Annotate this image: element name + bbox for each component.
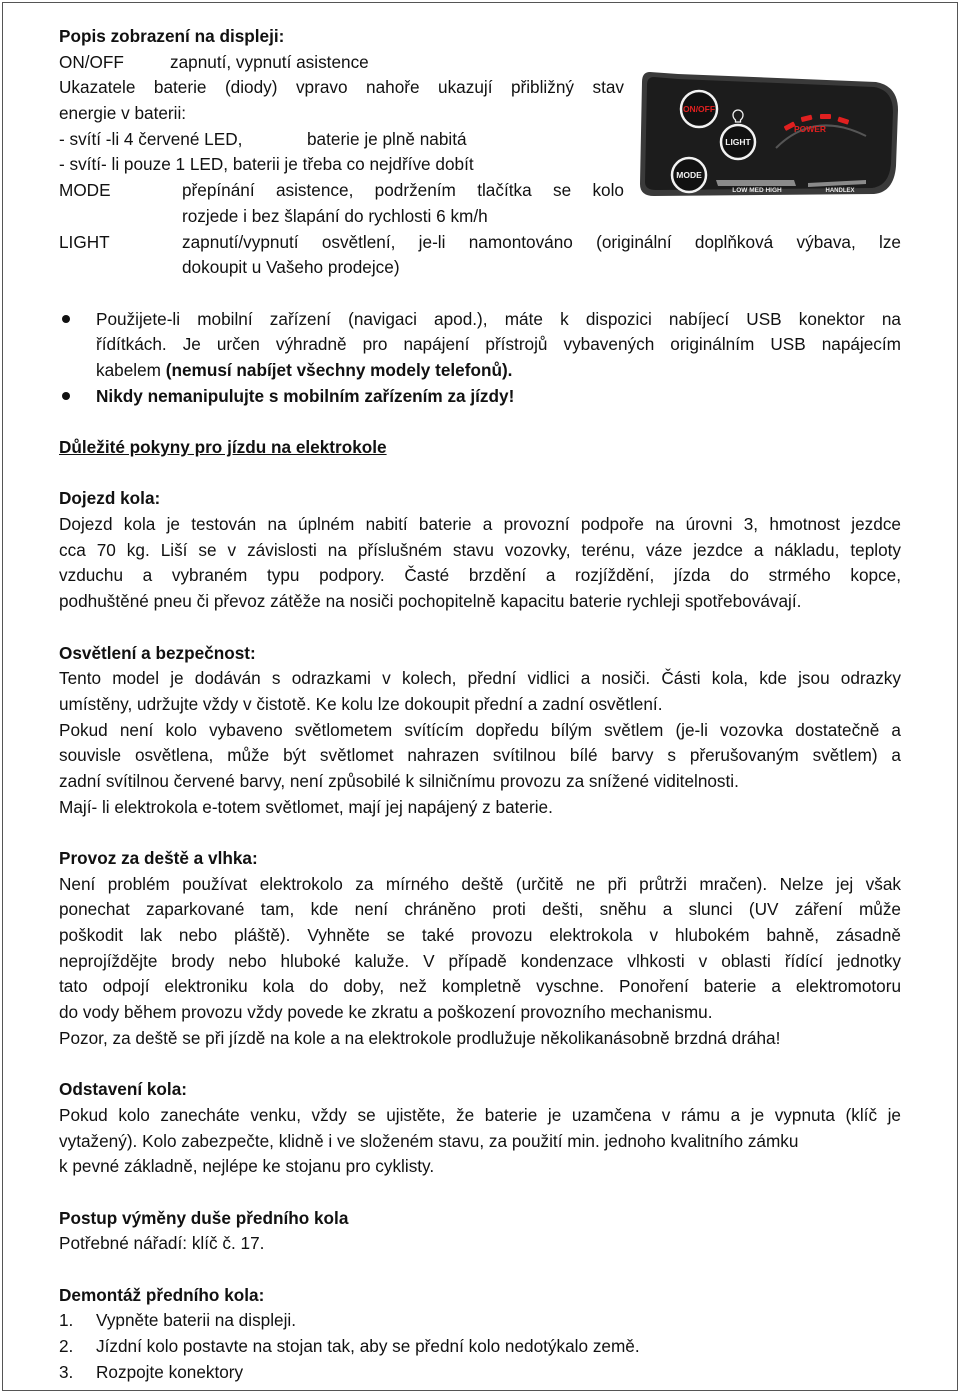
range-heading: Dojezd kola: xyxy=(59,488,161,509)
mode-row xyxy=(59,178,901,204)
light-value-line-1: zapnutí/vypnutí osvětlení, je-li namontováno (originální doplňková výbava, lze xyxy=(182,231,901,252)
dismount-step xyxy=(59,1360,901,1386)
spacer xyxy=(59,281,901,307)
rain-line-7: Pozor, za deště se při jízdě na kole a na elektrokole prodlužuje několikanásobně brzdná dráha! xyxy=(59,1027,781,1048)
tube-heading: Postup výměny duše předního kola xyxy=(59,1207,349,1228)
usb-line-1: Použijete-li mobilní zařízení (navigaci apod.), máte k dispozici nabíjecí USB konektor na xyxy=(96,308,901,329)
dismount-heading: Demontáž předního kola: xyxy=(59,1284,265,1305)
step-number: 2. xyxy=(59,1336,74,1357)
lighting-line-6: Mají- li elektrokola e-totem světlomet, mají jej napájený z baterie. xyxy=(59,796,553,817)
light-button-label: LIGHT xyxy=(725,137,751,147)
led4-meaning: baterie je plně nabitá xyxy=(307,128,467,149)
spacer xyxy=(59,409,901,435)
light-key: LIGHT xyxy=(59,231,110,252)
lighting-line-1: Tento model je dodáván s odrazkami v kolech, přední vidlici a nosiči. Části kola, kde jsou odrazky xyxy=(59,668,901,689)
rain-line-2: ponechat zaparkované tam, kde není chráněno proti dešti, sněhu a slunci (UV záření může xyxy=(59,899,901,920)
led4-condition: - svítí -li 4 červené LED, xyxy=(59,128,243,149)
lighting-line-3: Pokud není kolo vybaveno světlometem svítícím dopředu bílým světlem (je-li vozovka dostatečně a xyxy=(59,719,901,740)
mode-value-line-1: přepínání asistence, podržením tlačítka se kolo xyxy=(182,180,624,201)
step-text: Rozpojte konektory xyxy=(96,1361,244,1382)
lighting-line-5: zadní svítilnou červené barvy, není způsobilé k silničnímu provozu za snížené viditelnosti. xyxy=(59,770,739,791)
power-label: POWER xyxy=(793,124,827,134)
spacer xyxy=(59,461,901,487)
onoff-key: ON/OFF xyxy=(59,51,124,72)
dismount-step xyxy=(59,1308,901,1334)
usb-line-2: řídítkách. Je určen výhradně pro napájení přístrojů vybavených originálním USB napájecím xyxy=(96,334,901,355)
mode-value-line-2: rozjede i bez šlapání do rychlosti 6 km/h xyxy=(182,205,488,226)
range-line-1: Dojezd kola je testován na úplném nabití baterie a provozní podpoře na úrovni 3, hmotnost jezdce xyxy=(59,514,901,535)
step-text: Vypněte baterii na displeji. xyxy=(96,1310,297,1331)
important-heading: Důležité pokyny pro jízdu na elektrokole xyxy=(59,437,387,457)
range-line-2: cca 70 kg. Liší se v závislosti na příslušném stavu vozovky, terénu, váze jezdce a nákladu, teploty xyxy=(59,539,901,560)
spacer xyxy=(59,1257,901,1283)
spacer xyxy=(59,1052,901,1078)
lighting-line-2: umístěny, udržujte vždy v čistotě. Ke kolu lze dokoupit přední a zadní osvětlení. xyxy=(59,693,663,714)
range-line-3: vzduchu a vybraném typu podpory. Časté brzdění a rozjíždění, jízda do strmého kopce, xyxy=(59,565,901,586)
bullet-warning xyxy=(59,384,901,410)
parking-line-2: vytažený). Kolo zabezpečte, klidně i ve složeném stavu, za použití min. jednoho kvalitního zámku xyxy=(59,1130,799,1151)
assist-level-labels: LOW MED HIGH xyxy=(732,187,782,194)
spacer xyxy=(59,615,901,641)
mode-key: MODE xyxy=(59,180,111,201)
onoff-row xyxy=(59,50,901,76)
usb-line-3-plain: kabelem xyxy=(96,359,166,380)
rain-line-4: neprojíždějte brody nebo hluboké kaluže. V případě kondenzace vlhkosti v oblasti řídící jednotky xyxy=(59,950,901,971)
mode-button-label: MODE xyxy=(676,170,702,180)
onoff-button-label: ON/OFF xyxy=(682,104,716,114)
light-row xyxy=(59,230,901,256)
rain-line-6: do vody během provozu vždy povede ke zkratu a poškození provozního mechanismu. xyxy=(59,1002,713,1023)
step-number: 3. xyxy=(59,1361,74,1382)
rain-line-1: Není problém používat elektrokolo za mírného deště (určitě ne při průtrži mračen). Nelze jej však xyxy=(59,873,901,894)
battery-text-line-2: energie v baterii: xyxy=(59,103,187,124)
bullet-icon xyxy=(62,315,70,323)
led4-row xyxy=(59,127,901,153)
step-number: 1. xyxy=(59,1310,74,1331)
document-body xyxy=(59,24,901,1385)
range-line-4: podhuštěné pneu či převoz zátěže na nosiči pochopitelně kapacitu baterie rychleji spotřebovávají. xyxy=(59,591,802,612)
bullet-icon xyxy=(62,392,70,400)
onoff-value: zapnutí, vypnutí asistence xyxy=(170,51,369,72)
led1-row: - svítí- li pouze 1 LED, baterii je třeba co nejdříve dobít xyxy=(59,154,474,175)
lighting-line-4: souvisle osvětlena, může být světlomet nahrazen svítilnou bílé barvy s přerušovaným světlem) a xyxy=(59,745,901,766)
parking-line-1: Pokud kolo zanecháte venku, vždy se ujistěte, že baterie je uzamčena v rámu a je vypnuta (klíč je xyxy=(59,1104,901,1125)
spacer xyxy=(59,1180,901,1206)
tube-tools: Potřebné nářadí: klíč č. 17. xyxy=(59,1233,265,1254)
handlebar-label: HANDLEX xyxy=(825,188,855,194)
parking-heading: Odstavení kola: xyxy=(59,1079,187,1100)
spacer xyxy=(59,820,901,846)
usb-line-3 xyxy=(96,358,901,384)
rain-line-5: tato odpojí elektroniku kola do doby, než kompletně vyschne. Ponoření baterie a elektromotoru xyxy=(59,976,901,997)
warning-text: Nikdy nemanipulujte s mobilním zařízením za jízdy! xyxy=(96,385,515,406)
dismount-step xyxy=(59,1334,901,1360)
rain-heading: Provoz za deště a vlhka: xyxy=(59,848,258,868)
light-value-line-2: dokoupit u Vašeho prodejce) xyxy=(182,257,400,278)
battery-text-line-1: Ukazatele baterie (diody) vpravo nahoře ukazují přibližný stav xyxy=(59,77,624,98)
lighting-heading: Osvětlení a bezpečnost: xyxy=(59,642,256,663)
bullet-usb xyxy=(59,307,901,384)
step-text: Jízdní kolo postavte na stojan tak, aby se přední kolo nedotýkalo země. xyxy=(96,1336,640,1357)
parking-line-3: k pevné základně, nejlépe ke stojanu pro cyklisty. xyxy=(59,1156,435,1177)
display-heading: Popis zobrazení na displeji: xyxy=(59,26,285,46)
rain-line-3: poškodit lak nebo pláště). Vyhněte se také provozu elektrokola v hlubokém bahně, zásadně xyxy=(59,925,901,946)
usb-line-3-bold: (nemusí nabíjet všechny modely telefonů). xyxy=(165,359,513,380)
